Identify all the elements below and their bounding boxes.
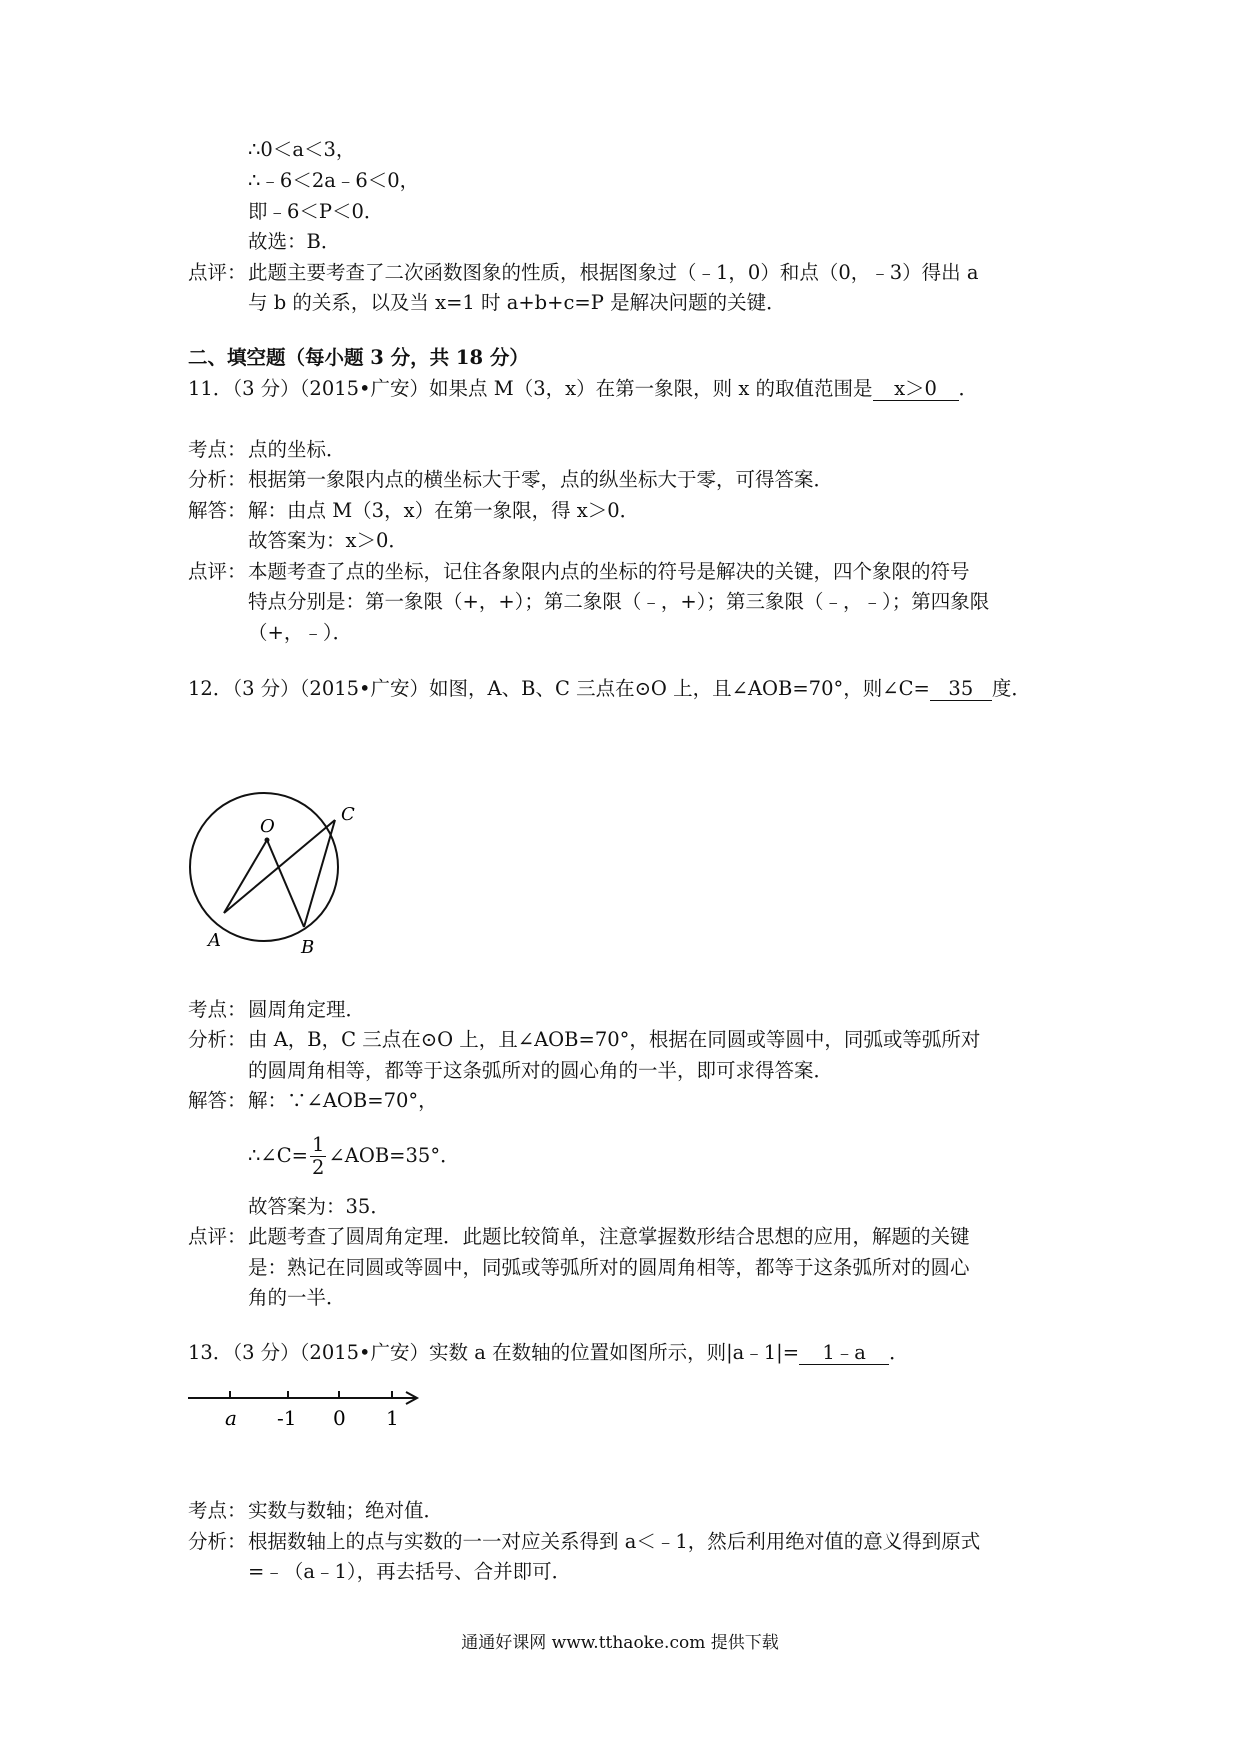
kaodian-text: 点的坐标． xyxy=(248,438,346,461)
fenxi-text: 根据第一象限内点的横坐标大于零，点的纵坐标大于零，可得答案． xyxy=(248,468,834,491)
fraction-numerator: 1 xyxy=(312,1133,325,1156)
point-o-label: O xyxy=(260,816,275,837)
kaodian-label: 考点： xyxy=(188,1499,247,1522)
kaodian-label: 考点： xyxy=(188,998,247,1021)
question-text: 12．（3 分）（2015•广安）如图，A、B、C 三点在⊙O 上，且∠AOB=70°，则∠C= xyxy=(188,677,930,700)
dianping-text: 本题考查了点的坐标，记住各象限内点的坐标的符号是解决的关键，四个象限的符号 xyxy=(248,560,970,583)
fenxi-label: 分析： xyxy=(188,1530,247,1553)
fraction xyxy=(310,1134,326,1179)
dianping-text: 特点分别是：第一象限（+，+）；第二象限（﹣，+）；第三象限（﹣，﹣）；第四象限 xyxy=(248,590,990,613)
solution-line: 故选：B． xyxy=(248,230,341,253)
question-end: 度． xyxy=(991,677,1031,700)
fraction-denominator: 2 xyxy=(312,1156,325,1179)
jieda-text: 解：∵∠AOB=70°， xyxy=(248,1089,438,1112)
fenxi-label: 分析： xyxy=(188,1028,247,1051)
dianping-text: 此题考查了圆周角定理．此题比较简单，注意掌握数形结合思想的应用，解题的关键 xyxy=(248,1225,970,1248)
jieda-text: ∴∠C= xyxy=(248,1144,309,1167)
dianping-text: （+，﹣）． xyxy=(248,621,353,644)
solution-line: ∴﹣6＜2a﹣6＜0， xyxy=(248,169,420,192)
question-text: 13．（3 分）（2015•广安）实数 a 在数轴的位置如图所示，则|a﹣1|= xyxy=(188,1341,800,1364)
solution-line: 即﹣6＜P＜0． xyxy=(248,200,384,223)
fenxi-text: 的圆周角相等，都等于这条弧所对的圆心角的一半，即可求得答案． xyxy=(248,1059,834,1082)
axis-label-one: 1 xyxy=(386,1406,399,1430)
fenxi-text: 根据数轴上的点与实数的一一对应关系得到 a＜﹣1，然后利用绝对值的意义得到原式 xyxy=(248,1530,981,1553)
circle-figure xyxy=(180,780,360,960)
jieda-text: ∠AOB=35°． xyxy=(328,1144,460,1167)
number-line-figure xyxy=(184,1383,424,1433)
question-12-stem xyxy=(188,676,1031,702)
dianping-label: 点评： xyxy=(188,560,247,583)
point-c-label: C xyxy=(341,804,355,825)
answer-blank: 1﹣a xyxy=(799,1342,889,1365)
question-end: ． xyxy=(889,1341,909,1364)
axis-label-a: a xyxy=(225,1406,237,1430)
point-a-label: A xyxy=(208,930,221,951)
jieda-fraction-line xyxy=(248,1131,460,1181)
kaodian-text: 实数与数轴；绝对值． xyxy=(248,1499,444,1522)
section-heading: 二、填空题（每小题 3 分，共 18 分） xyxy=(188,346,529,369)
axis-label-zero: 0 xyxy=(333,1406,346,1430)
dianping-label: 点评： xyxy=(188,1225,247,1248)
jieda-text: 故答案为：x＞0． xyxy=(248,529,408,552)
jieda-text: 故答案为：35． xyxy=(248,1195,390,1218)
question-text: 11．（3 分）（2015•广安）如果点 M（3，x）在第一象限，则 x 的取值范围是 xyxy=(188,377,873,400)
dianping-text: 角的一半． xyxy=(248,1286,346,1309)
dianping-text: 是：熟记在同圆或等圆中，同弧或等弧所对的圆周角相等，都等于这条弧所对的圆心 xyxy=(248,1256,970,1279)
answer-blank: 35 xyxy=(930,678,992,701)
jieda-text: 解：由点 M（3，x）在第一象限，得 x＞0． xyxy=(248,499,640,522)
kaodian-label: 考点： xyxy=(188,438,247,461)
fenxi-text: =﹣（a﹣1），再去括号、合并即可． xyxy=(248,1560,572,1583)
comment-label: 点评： xyxy=(188,261,247,284)
fenxi-text: 由 A，B，C 三点在⊙O 上，且∠AOB=70°，根据在同圆或等圆中，同弧或等弧所对 xyxy=(248,1028,981,1051)
question-end: ． xyxy=(958,377,979,400)
question-11-stem xyxy=(188,376,978,402)
comment-text: 此题主要考查了二次函数图象的性质，根据图象过（﹣1，0）和点（0，﹣3）得出 a xyxy=(248,261,979,284)
jieda-label: 解答： xyxy=(188,499,247,522)
kaodian-text: 圆周角定理． xyxy=(248,998,366,1021)
question-13-stem xyxy=(188,1340,909,1366)
answer-blank: x＞0 xyxy=(873,378,959,401)
solution-line: ∴0＜a＜3， xyxy=(248,138,356,161)
point-b-label: B xyxy=(301,937,315,958)
page-footer: 通通好课网 www.tthaoke.com 提供下载 xyxy=(461,1633,779,1653)
jieda-label: 解答： xyxy=(188,1089,247,1112)
fenxi-label: 分析： xyxy=(188,468,247,491)
axis-label-neg1: -1 xyxy=(277,1406,297,1430)
comment-text: 与 b 的关系，以及当 x=1 时 a+b+c=P 是解决问题的关键． xyxy=(248,291,786,314)
